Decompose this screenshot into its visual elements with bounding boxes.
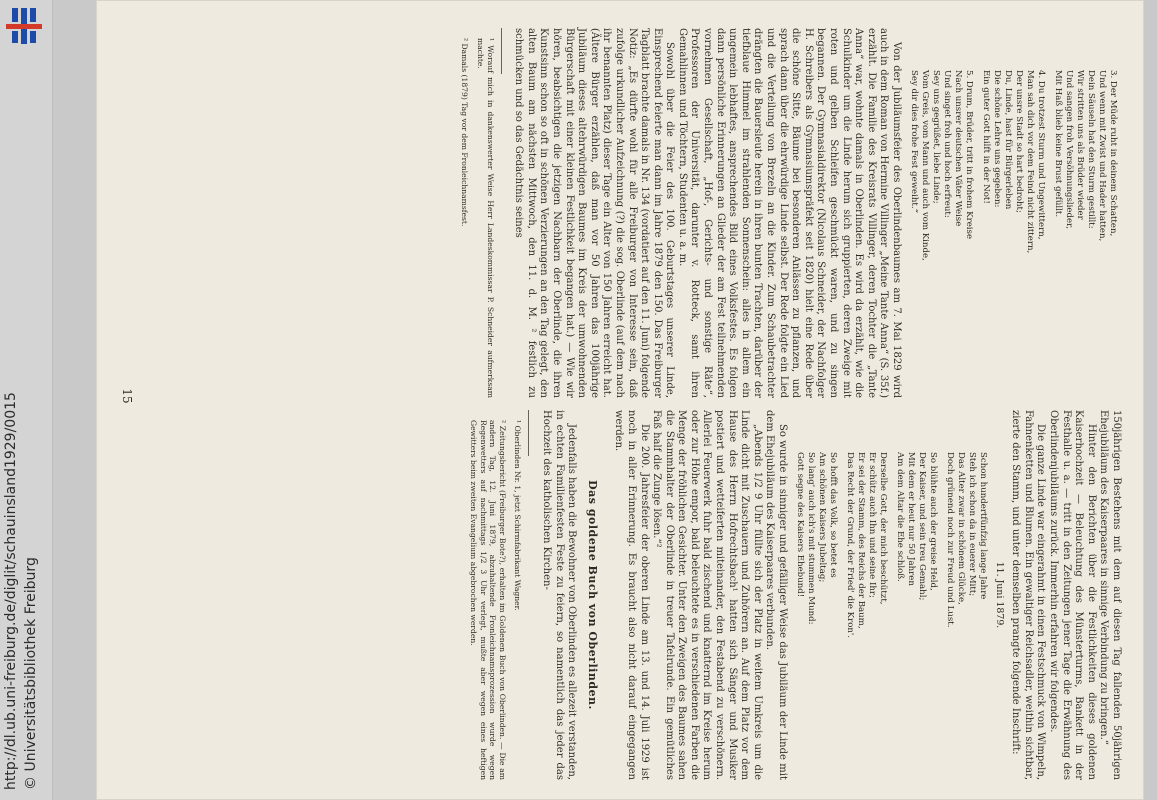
poem-line: Und singet froh und hoch erfreut:: [942, 70, 952, 218]
poem-line: Das Alter zwar in schönem Glücke,: [956, 452, 967, 605]
body-paragraph: So wurde in sinniger und gefälliger Weise das Jubiläum der Linde mit dem Ehejubiläum des Kaiserpaares verbunden.: [764, 410, 789, 780]
inscription-stanza: [944, 452, 988, 780]
left-column: [460, 28, 1122, 398]
poem-stanza-4: [980, 70, 1046, 398]
body-paragraph: Jedenfalls haben die Bewohner von Oberlinden es allezeit verstanden, in echten Familienfesten Feste zu feiern, so namentlich das jeder das Hochzeit des katholischen Kirchen-: [540, 410, 578, 780]
poem-line: So lang' auch ich's mit stummen Mund:: [806, 452, 817, 625]
poem-stanza-5: [908, 70, 974, 398]
poem-line: Und wenn mit Zwist und Hader hatten,: [1097, 70, 1107, 242]
poem-line: Mit Haß blieb keine Brust gefüllt.: [1053, 70, 1063, 218]
footnote: ¹ Worauf mich in dankenswerter Weise Herr Landeskommissar P. Schneider aufmerksam machte.: [476, 38, 495, 398]
footnote: ¹ Oberlinden Nr. 1, jetzt Schirmfabrikant Wagner.: [513, 420, 523, 611]
poem-line: Derselbe Gott, der mich beschützt,: [878, 452, 889, 605]
poem-line: Gott segne des Kaisers Ehebund!: [795, 452, 806, 598]
poem-line: Du, Linde, hast für Bürgerleben: [1003, 70, 1013, 210]
page-number: 15: [120, 388, 134, 404]
footnote-divider: [501, 28, 502, 74]
poem-line: Vom Greis, vom Mann und auch vom Kinde,: [920, 70, 930, 261]
poem-line: Doch grünend noch zur Freud und Lust.: [945, 452, 956, 628]
poem-line: 3. Der Müde ruht in deinem Schatten,: [1108, 70, 1118, 237]
poem-line: Nach unsrer deutschen Väter Weise: [953, 70, 963, 227]
poem-line: Dein Säuseln hat den Sturm gestillt:: [1086, 70, 1096, 229]
poem-line: Der unsre Stadt so hart bedroht;: [1014, 70, 1024, 213]
copyright-notice: © Universitätsbibliothek Freiburg: [23, 557, 39, 790]
poem-line: Am schönen Kaisers Jubeltag;: [817, 452, 828, 583]
poem-line: 4. Du trotzest Sturm und Ungewittern,: [1036, 70, 1046, 240]
right-column: [468, 410, 1122, 780]
inscription-stanza: [844, 452, 888, 780]
poem-line: Steh ich schon da in euerer Mitt;: [967, 452, 978, 597]
poem-line: Sey uns gegrüßet, liebe Linde;: [931, 70, 941, 204]
poem-line: Er schütz auch Ihn und seine Ihr;: [867, 452, 878, 598]
section-heading: Das goldene Buch von Oberlinden.: [585, 480, 599, 710]
poem-line: Und sangen froh Versöhnungslieder,: [1064, 70, 1074, 229]
viewer-caption: [0, 0, 52, 800]
page-sheet: [96, 0, 1144, 800]
body-paragraph: Die 200. Jahresfeier der oberen Linde am 13. und 14. Juli 1929 ist noch in aller Erinnerung. Es braucht also nicht darauf eingegangen werden.: [613, 410, 650, 780]
footnote-divider: [528, 410, 529, 456]
poem-line: Er sei der Stamm, des Reichs der Baum,: [856, 452, 867, 629]
inscription-stanza: [794, 452, 838, 780]
inscription-date: 11. Juni 1879.: [993, 561, 1005, 629]
body-paragraph: Hinter den Berichten über die Festlichkeiten dieses goldenen Kaiserhochzeit — Beleuchtung des Münsterturms, Bankett in der Festhalle u. a. — tritt in den Zeitungen jener Tage die Erwähnung des Oberlindenjubiläums zurück. Immerhin erfahren wir folgendes.: [1048, 410, 1097, 780]
poem-stanza-3: [1052, 70, 1118, 398]
body-paragraph: Sowohl über die Feier des 100. Geburtstages unserer Linde, Einsprechend feierte man dann im Jahre 1879 den 150. Das Freiburger Tagblatt brachte damals in Nr. 134 (vordatiert auf den 11. Juni) folgende Notiz: „Es dürfte wohl für alle Freiburger von Interesse sein, daß zufolge urkundlicher Aufzeichnung (?) die sog. Oberlinde (auf dem nach ihr benannten Platz) dieser Tage ein Alter von 150 Jahren erreicht hat. (Ältere Bürger erzählen, daß man vor 50 Jahren das 100jährige Jubiläum dieses altehrwürdigen Baumes im Kreis der umwohnenden Bürgerschaft mit einer kleinen Festlichkeit begangen hat.) — Wie wir hören, beabsichtigen die jetzigen Nachbarn der Oberlinde, die ihren Kunstsinn schon so oft in schönen Verzierungen an den Tag gelegt, den alten Baum am nächsten Mittwoch, den 11. d. M. ² festlich zu schmücken und so das Gedächtnis seines: [513, 28, 676, 398]
poem-line: Mit dem er heut nur 50 Jahren: [906, 452, 917, 586]
poem-line: Wir stritten uns als Brüder wieder: [1075, 70, 1085, 220]
poem-line: Am dem Altar die Ehe schloß.: [895, 452, 906, 582]
inscription-stanza: [894, 452, 938, 780]
body-paragraph: „Abends 1/2 9 Uhr füllte sich der Platz in weitem Umkreis um die Linde dicht mit Zuschauern und Zuhörern an. Auf dem Platz vor dem Hause des Herrn Hofrechtsbach¹ hatten sich Sänger und Musiker postiert und wetteiferten miteinander, den Festabend zu verschönern. Allerlei Feuerwerk fuhr bald zischend und knatternd im Kreise herum oder zur Höhe empor, bald beleuchtete es in verschiedenen Farben die Menge der fröhlichen Gesichter. Unter den Zweigen des Baumes sahen die Stammhalter der Oberlinde in treuer Tafelrunde. Ein gemütliches Faß half die Zunge lösen.“²: [651, 410, 763, 780]
poem-line: Ein guter Gott hilft in der Not!: [981, 70, 991, 204]
body-paragraph: Die ganze Linde war eingerahmt in einen Festschmuck von Wimpeln, Fahnenketten und Blumen. Ein gewaltiger Reichsadler, weithin sichtbar, zierte den Stamm, und unter demselben prangte folgende Inschrift:: [1010, 410, 1047, 780]
poem-line: Das Recht der Grund, der Fried' die Kron'.: [845, 452, 856, 639]
poem-line: Man sah dich vor dem Feind nicht zittern,: [1025, 70, 1035, 254]
body-paragraph: 150jährigen Bestehens mit dem auf diesen Tag fallenden 50jährigen Ehejubiläum des Kaiserpaares in sinnige Verbindung zu bringen.“: [1098, 410, 1122, 780]
poem-line: Die schöne Lehre uns gegeben:: [992, 70, 1002, 208]
footnote: ² Damals (1879) Tag vor dem Fronleichnamsfest.: [460, 38, 470, 227]
footnote: ² Zeitungsbericht (Freiburger Bote?), erhalten im Goldenen Buch von Oberlinden. — Die am andern Tag, 12. Juni 1879, abzuhaltende Fronleichnamsprozession wurde wegen Regenwetters auf nachmittags 1/2 3 Uhr verlegt, mußte aber wegen eines heftigen Gewitters beim zweiten Evangelium abgebrochen werden.: [469, 420, 507, 780]
poem-line: Der Kaiser, und sein treu Gemahl;: [917, 452, 928, 601]
scanned-page: [96, 0, 1144, 800]
body-paragraph: Von der Jubiläumsfeier des Oberlindenbaumes am 7. Mai 1829 wird auch in dem Roman von Hermine Villinger „Meine Tante Anna“ (S. 35f.) erzählt. Die Familie des Kreisrats Villinger, deren Tochter die „Tante Anna“ war, wohnte damals in Oberlinden. Es wird da erzählt, wie die Schulkinder um die Linde herum sich gruppierten, deren Zweige mit roten und gelben Schleifen geschmückt waren, und zu singen begannen. Der Gymnasialdirektor (Nicolaus Schneider, der Nachfolger H. Schreibers als Gymnasiumspräfekt seit 1820) hielt eine Rede über die schöne Sitte, Bäume bei besonderen Anlässen zu pflanzen, und sprach dann über die ehrwürdige Linde selbst. Der Rede folgte ein Lied und die Verteilung von Brezeln an die Kinder. Zum Schaubetrachter drängten die Bauersleute herein in ihren bunten Trachten, darüber der tiefblaue Himmel im strahlenden Sonnenschein: alles in allem ein ungemein lebhaftes, ansprechendes Bild eines Volksfestes. Es folgen dann persönliche Erinnerungen an Glieder der am Fest teilnehmenden vornehmen Gesellschaft, „Hof-, Gerichts- und sonstige Räte“, Professoren der Universität, darunter v. Rotteck, samt ihren Gemahlinnen und Töchtern, Studenten u. a. m.: [676, 28, 902, 398]
poem-line: So hofft das Volk, so betet es: [828, 452, 839, 578]
poem-line: Schon hundertfünfzig lange Jahre: [978, 452, 989, 600]
poem-line: 5. Drum, Brüder, tritt in frohem Kreise: [964, 70, 974, 240]
permalink-url[interactable]: http://dl.ub.uni-freiburg.de/diglit/schauinsland1929/0015: [3, 392, 19, 790]
poem-line: So blühte auch der greise Held,: [928, 452, 939, 591]
poem-line: Sey dir dies frohe Fest geweiht.“: [909, 70, 919, 214]
